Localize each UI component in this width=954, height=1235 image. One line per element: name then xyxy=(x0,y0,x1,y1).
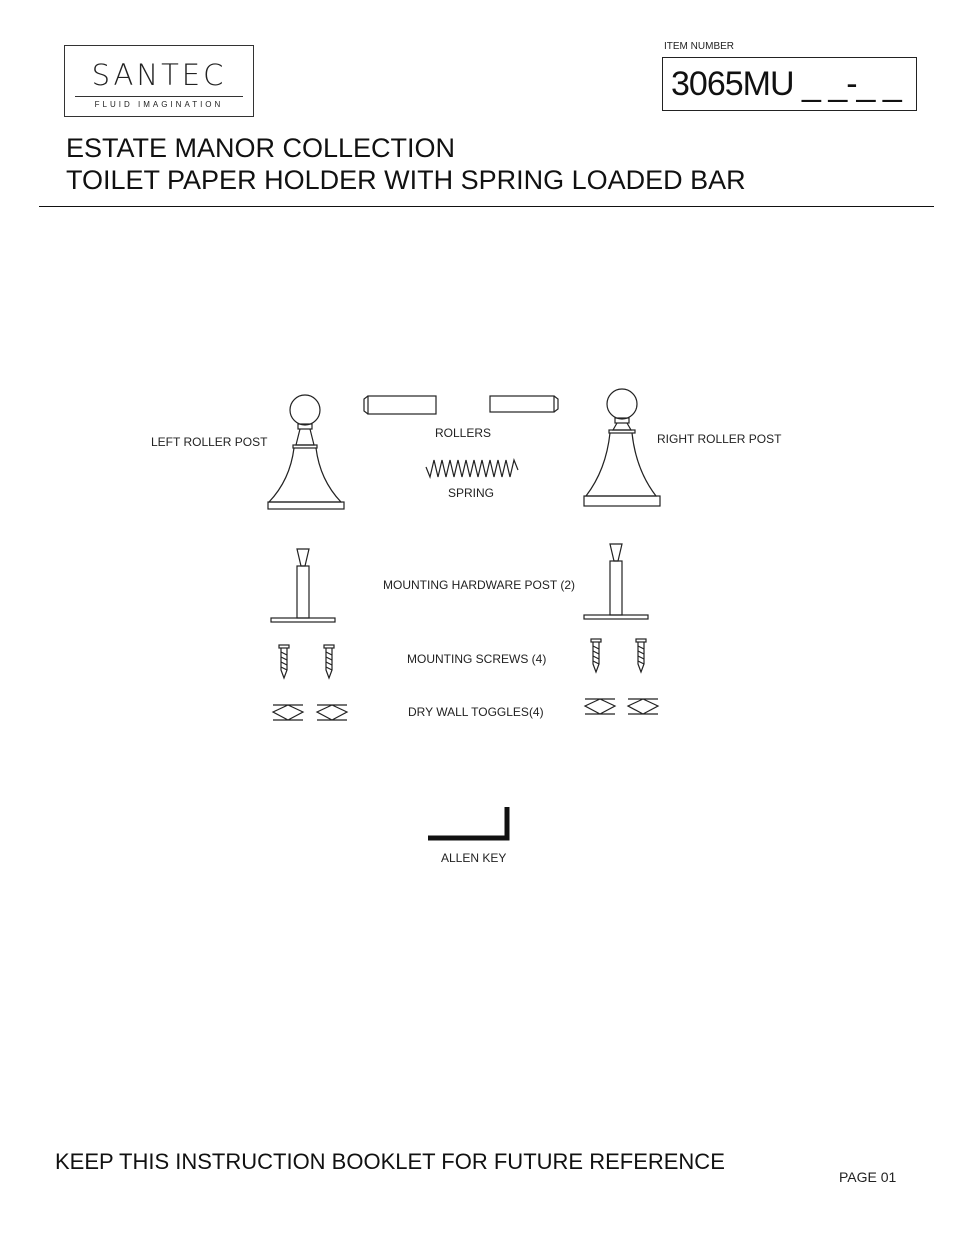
collection-title: ESTATE MANOR COLLECTION xyxy=(66,133,456,163)
product-title: TOILET PAPER HOLDER WITH SPRING LOADED BAR xyxy=(66,165,746,195)
right-roller-post-drawing xyxy=(584,389,660,506)
toggle-drawing-4 xyxy=(628,699,658,714)
screw-drawing-1 xyxy=(279,645,289,678)
mounting-screws-label: MOUNTING SCREWS (4) xyxy=(407,652,547,666)
page-number: PAGE 01 xyxy=(839,1169,897,1185)
allen-key-drawing xyxy=(428,807,507,838)
toggle-drawing-3 xyxy=(585,699,615,714)
logo-wordmark: SANTEC xyxy=(91,58,227,92)
spring-label: SPRING xyxy=(448,486,495,500)
allen-key-label: ALLEN KEY xyxy=(441,851,507,865)
left-mounting-post-drawing xyxy=(271,549,335,622)
screw-drawing-3 xyxy=(591,639,601,672)
toggle-drawing-1 xyxy=(273,705,303,720)
roller-left-drawing xyxy=(364,396,436,414)
logo-tagline: FLUID IMAGINATION xyxy=(94,100,224,109)
left-roller-post-drawing xyxy=(268,395,344,509)
keep-booklet-note: KEEP THIS INSTRUCTION BOOKLET FOR FUTURE REFERENCE xyxy=(55,1149,725,1174)
left-roller-post-label: LEFT ROLLER POST xyxy=(151,435,268,449)
rollers-label: ROLLERS xyxy=(435,426,492,440)
dry-wall-toggles-label: DRY WALL TOGGLES(4) xyxy=(408,705,544,719)
screw-drawing-4 xyxy=(636,639,646,672)
screw-drawing-2 xyxy=(324,645,334,678)
roller-right-drawing xyxy=(490,396,558,412)
item-number-value: 3065MU _ _-_ _ xyxy=(671,65,901,103)
spring-drawing xyxy=(426,460,518,477)
mounting-hardware-post-label: MOUNTING HARDWARE POST (2) xyxy=(383,578,576,592)
toggle-drawing-2 xyxy=(317,705,347,720)
right-mounting-post-drawing xyxy=(584,544,648,619)
item-number-label: ITEM NUMBER xyxy=(664,41,734,52)
right-roller-post-label: RIGHT ROLLER POST xyxy=(657,432,782,446)
